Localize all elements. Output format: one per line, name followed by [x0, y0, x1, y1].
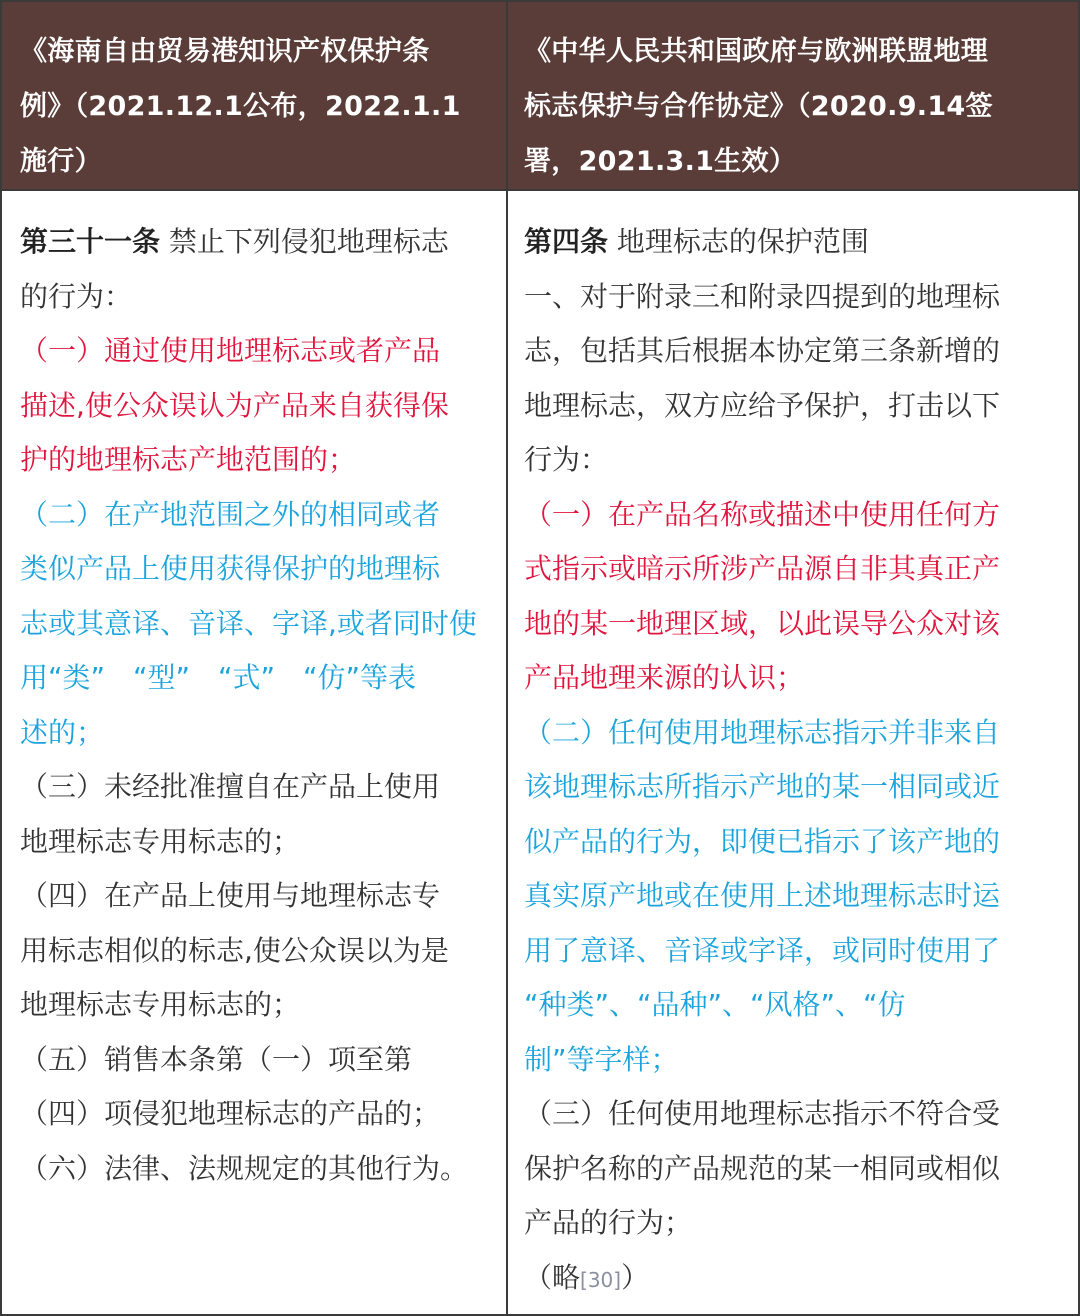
clause-3-line: （三）未经批准擅自在产品上使用	[20, 770, 441, 803]
header-left-line: 《海南自由贸易港知识产权保护条	[20, 36, 430, 67]
header-right	[524, 24, 993, 189]
clause-2-line: （二）任何使用地理标志指示并非来自	[524, 715, 1001, 749]
clause-1-line: 地的某一地理区域，以此误导公众对该	[524, 606, 1001, 640]
clause-4-line: 地理标志专用标志的；	[20, 988, 301, 1021]
clause-1-line: 描述,使公众误认为产品来自获得保	[20, 388, 449, 422]
intro-line: 地理标志，双方应给予保护，打击以下	[524, 388, 1001, 422]
clause-2-line: 用了意译、音译或字译，或同时使用了	[524, 933, 1001, 967]
header-left-line: 例》（2021.12.1公布，2022.1.1	[20, 91, 461, 122]
article-number: 第四条	[524, 225, 609, 258]
clause-1-line: （一）在产品名称或描述中使用任何方	[524, 497, 1001, 531]
right-column	[524, 215, 1000, 1305]
clause-2-line: 似产品的行为，即便已指示了该产地的	[524, 824, 1001, 858]
header-left	[20, 24, 461, 189]
clause-2-line: 志或其意译、音译、字译,或者同时使	[20, 606, 477, 640]
article-heading	[524, 215, 1000, 270]
clause-3-line: 保护名称的产品规范的某一相同或相似	[524, 1151, 1001, 1185]
column-divider	[506, 2, 508, 1314]
header-right-line: 《中华人民共和国政府与欧洲联盟地理	[524, 36, 989, 67]
text-line: 的行为：	[20, 279, 133, 313]
clause-2-line: 制”等字样；	[524, 1042, 679, 1076]
clause-3-line: （三）任何使用地理标志指示不符合受	[524, 1097, 1001, 1130]
intro-line: 一、对于附录三和附录四提到的地理标	[524, 279, 1001, 313]
clause-2-line: 述的；	[20, 715, 105, 749]
article-intro: 地理标志的保护范围	[608, 225, 869, 258]
header-left-line: 施行）	[20, 146, 102, 177]
header-right-line: 标志保护与合作协定》（2020.9.14签	[524, 91, 993, 122]
clause-2-line: 真实原产地或在使用上述地理标志时运	[524, 879, 1001, 912]
article-number: 第三十一条	[20, 225, 161, 258]
omitted-line	[524, 1251, 1000, 1306]
omitted-close: ）	[621, 1260, 650, 1294]
clause-3-line: 地理标志专用标志的；	[20, 824, 301, 858]
clause-1-line: 式指示或暗示所涉产品源自非其真正产	[524, 552, 1001, 585]
clause-2-line: （二）在产地范围之外的相同或者	[20, 497, 441, 531]
clause-4-line: 用标志相似的标志,使公众误以为是	[20, 933, 449, 967]
clause-1-line: （一）通过使用地理标志或者产品	[20, 334, 441, 367]
clause-4-line: （四）在产品上使用与地理标志专	[20, 879, 441, 912]
article-intro: 禁止下列侵犯地理标志	[160, 225, 449, 258]
clause-2-line: 该地理标志所指示产地的某一相同或近	[524, 770, 1001, 803]
clause-5-line: （五）销售本条第（一）项至第	[20, 1042, 413, 1076]
left-column	[20, 215, 477, 1196]
clause-6-line: （六）法律、法规规定的其他行为。	[20, 1151, 469, 1185]
clause-1-line: 产品地理来源的认识；	[524, 661, 805, 694]
omitted-text: （略	[524, 1260, 581, 1294]
clause-2-line: 用“类” “型” “式” “仿”等表	[20, 661, 417, 694]
clause-3-line: 产品的行为；	[524, 1206, 693, 1239]
intro-line: 志，包括其后根据本协定第三条新增的	[524, 334, 1001, 367]
article-heading	[20, 215, 477, 270]
intro-line: 行为：	[524, 443, 609, 476]
footnote-ref-link[interactable]: [30]	[580, 1267, 622, 1292]
clause-2-line: “种类”、“品种”、“风格”、“仿	[524, 988, 906, 1021]
header-right-line: 署，2021.3.1生效）	[524, 146, 797, 177]
clause-2-line: 类似产品上使用获得保护的地理标	[20, 552, 441, 585]
clause-5-line: （四）项侵犯地理标志的产品的；	[20, 1097, 441, 1130]
clause-1-line: 护的地理标志产地范围的；	[20, 443, 357, 476]
